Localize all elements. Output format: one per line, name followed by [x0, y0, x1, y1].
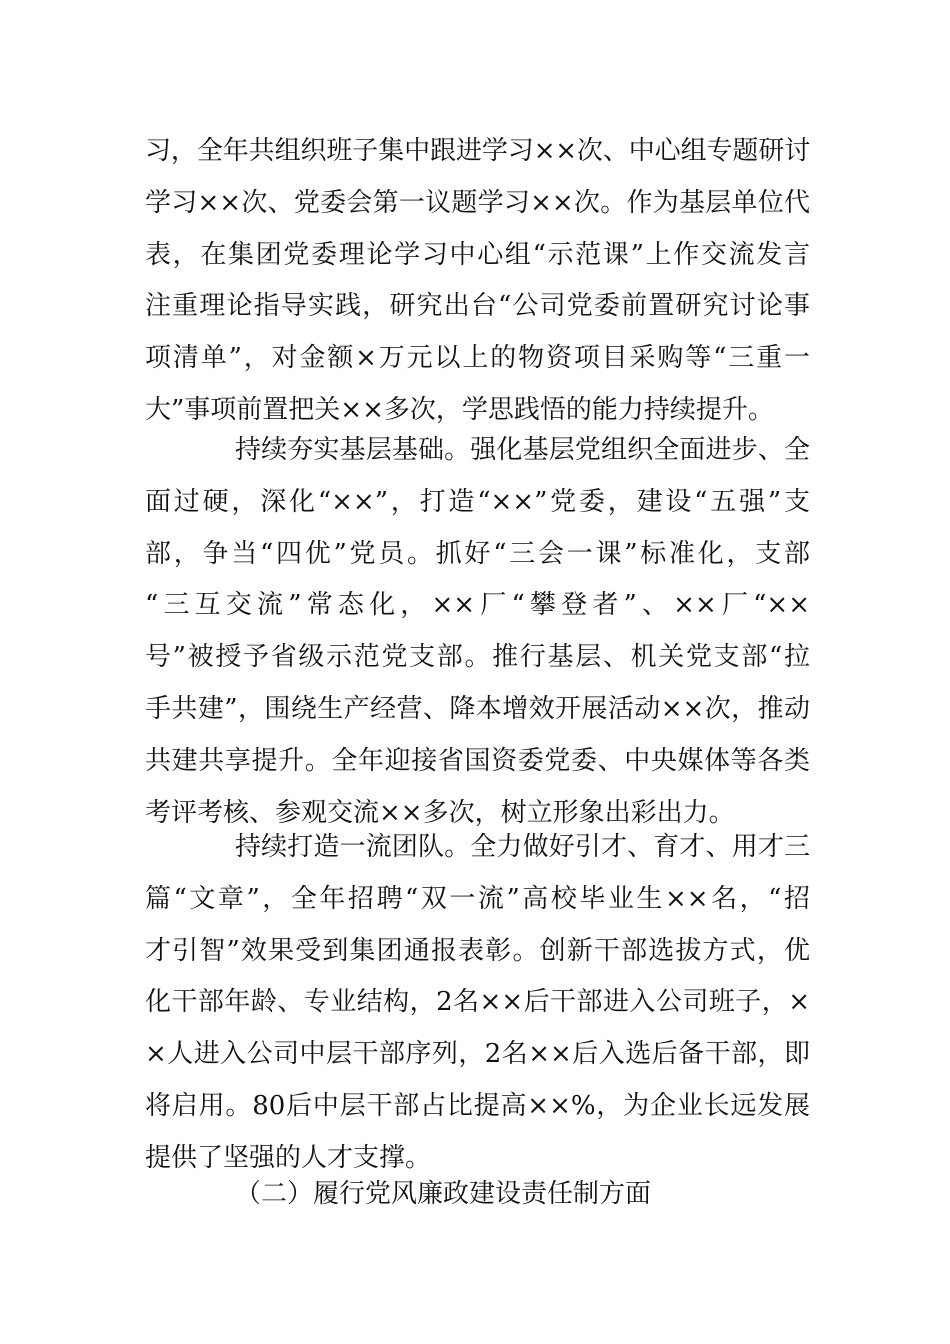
- paragraph-team: [145, 822, 810, 1185]
- paragraph-line: 将启用。80后中层干部占比提高××%，为企业长远发展: [145, 1090, 810, 1121]
- paragraph-line: 项清单”，对金额×万元以上的物资项目采购等“三重一: [145, 343, 810, 374]
- paragraph-line: 面过硬，深化“××”，打造“××”党委，建设“五强”支: [145, 486, 810, 517]
- paragraph-line: 篇“文章”，全年招聘“双一流”高校毕业生××名，“招: [145, 883, 810, 914]
- paragraph-study: [145, 126, 810, 437]
- paragraph-line: 号”被授予省级示范党支部。推行基层、机关党支部“拉: [145, 642, 810, 673]
- section-heading: （二）履行党风廉政建设责任制方面: [235, 1179, 652, 1209]
- paragraph-line: 大”事项前置把关××多次，学思践悟的能力持续提升。: [145, 394, 774, 425]
- paragraph-line: 提供了坚强的人才支撑。: [145, 1142, 432, 1173]
- paragraph-line: ×人进入公司中层干部序列，2名××后入选后备干部，即: [145, 1039, 810, 1070]
- paragraph-line: 学习××次、党委会第一议题学习××次。作为基层单位代: [145, 187, 810, 218]
- paragraph-line: 考评考核、参观交流××多次，树立形象出彩出力。: [145, 797, 735, 828]
- paragraph-line: 持续打造一流团队。全力做好引才、育才、用才三: [235, 832, 810, 862]
- paragraph-line: 化干部年龄、专业结构，2名××后干部进入公司班子，×: [145, 987, 810, 1018]
- paragraph-line: “三互交流”常态化，××厂“攀登者”、××厂“××: [145, 590, 810, 621]
- paragraph-line: 习，全年共组织班子集中跟进学习××次、中心组专题研讨: [145, 136, 810, 166]
- paragraph-line: 持续夯实基层基础。强化基层党组织全面进步、全: [235, 435, 810, 465]
- paragraph-line: 才引智”效果受到集团通报表彰。创新干部选拔方式，优: [145, 935, 810, 966]
- paragraph-line: 表，在集团党委理论学习中心组“示范课”上作交流发言: [145, 239, 810, 270]
- paragraph-line: 部，争当“四优”党员。抓好“三会一课”标准化，支部: [145, 538, 810, 569]
- paragraph-line: 手共建”，围绕生产经营、降本增效开展活动××次，推动: [145, 693, 810, 724]
- paragraph-grassroots: [145, 425, 810, 839]
- paragraph-line: 注重理论指导实践，研究出台“公司党委前置研究讨论事: [145, 291, 810, 322]
- paragraph-line: 共建共享提升。全年迎接省国资委党委、中央媒体等各类: [145, 745, 810, 776]
